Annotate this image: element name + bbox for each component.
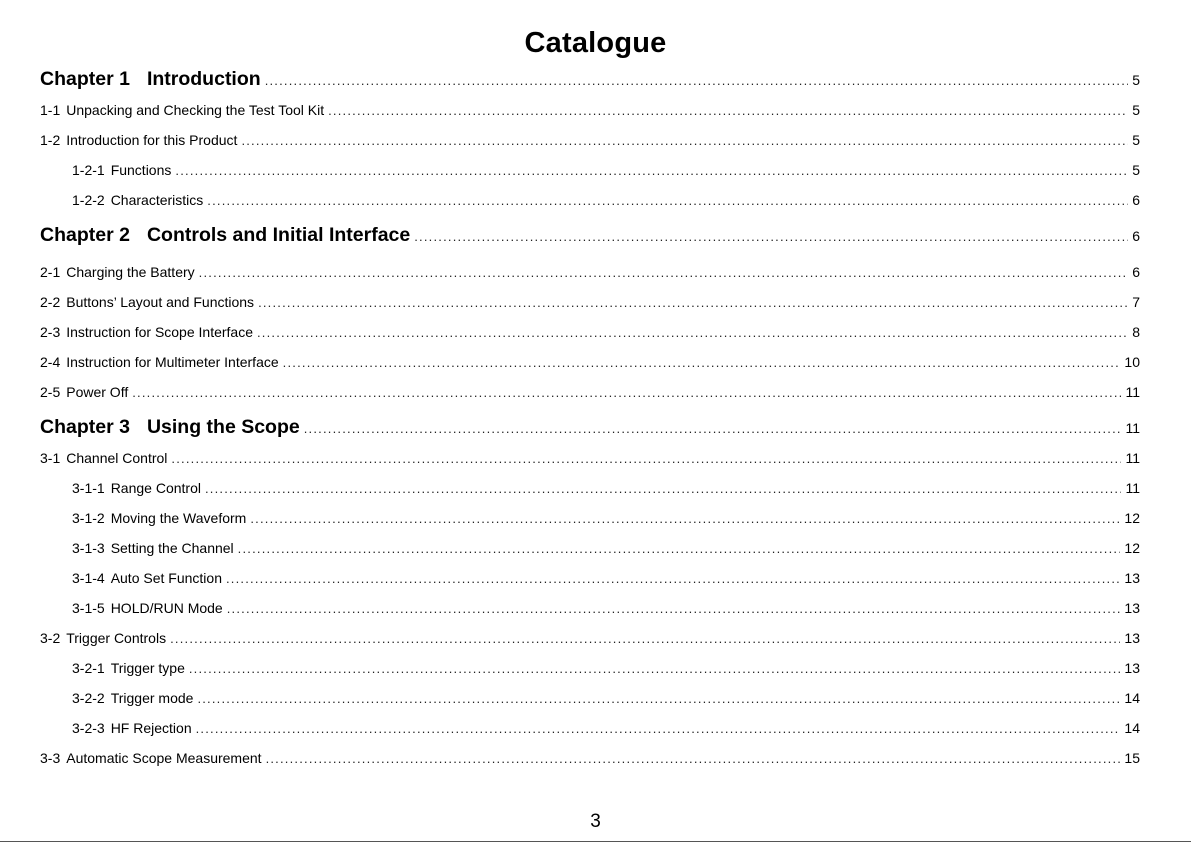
page-number: 11 — [1125, 450, 1140, 466]
toc-section-2-2[interactable] — [40, 293, 1140, 312]
dot-leader — [227, 600, 1121, 618]
dot-leader — [241, 132, 1128, 150]
toc-section-3-1[interactable] — [40, 449, 1140, 468]
toc-section-3-2[interactable] — [40, 629, 1140, 648]
page-number: 5 — [1132, 72, 1140, 88]
subsection-number: 3-1-1 — [72, 480, 105, 496]
dot-leader — [414, 225, 1128, 249]
toc-subsection-1-2-2[interactable] — [72, 191, 1140, 210]
page-number: 8 — [1132, 324, 1140, 340]
page-number: 7 — [1132, 294, 1140, 310]
toc-section-1-1[interactable] — [40, 101, 1140, 120]
subsection-title: Trigger type — [110, 660, 185, 676]
toc-subsection-3-1-5[interactable] — [72, 599, 1140, 618]
section-number: 3-1 — [40, 450, 61, 466]
dot-leader — [205, 480, 1121, 498]
subsection-title: Auto Set Function — [110, 570, 222, 586]
page-number: 12 — [1124, 510, 1140, 526]
dot-leader — [226, 570, 1120, 588]
dot-leader — [175, 162, 1128, 180]
dot-leader — [197, 690, 1120, 708]
toc-subsection-3-1-3[interactable] — [72, 539, 1140, 558]
dot-leader — [283, 354, 1121, 372]
section-title: Instruction for Multimeter Interface — [66, 354, 279, 370]
chapter-number: Chapter 1 — [40, 68, 130, 90]
page-number: 15 — [1124, 750, 1140, 766]
toc-subsection-3-2-3[interactable] — [72, 719, 1140, 738]
section-number: 3-3 — [40, 750, 61, 766]
subsection-title: Trigger mode — [110, 690, 194, 706]
dot-leader — [265, 69, 1129, 93]
page-number: 14 — [1124, 720, 1140, 736]
dot-leader — [171, 450, 1121, 468]
page-number: 5 — [1132, 102, 1140, 118]
dot-leader — [199, 264, 1129, 282]
toc-chapter-1[interactable] — [40, 67, 1140, 93]
toc-section-1-2[interactable] — [40, 131, 1140, 150]
page-number: 13 — [1124, 600, 1140, 616]
section-number: 1-1 — [40, 102, 61, 118]
subsection-title: Range Control — [110, 480, 201, 496]
toc-section-3-3[interactable] — [40, 749, 1140, 768]
chapter-number: Chapter 3 — [40, 416, 130, 438]
section-number: 2-3 — [40, 324, 61, 340]
page-number: 13 — [1124, 570, 1140, 586]
toc-section-2-4[interactable] — [40, 353, 1140, 372]
section-title: Charging the Battery — [66, 264, 195, 280]
dot-leader — [189, 660, 1121, 678]
page-number: 10 — [1124, 354, 1140, 370]
subsection-title: Setting the Channel — [110, 540, 234, 556]
dot-leader — [266, 750, 1121, 768]
section-number: 1-2 — [40, 132, 61, 148]
subsection-number: 1-2-2 — [72, 192, 105, 208]
subsection-title: Moving the Waveform — [110, 510, 247, 526]
section-title: Buttons’ Layout and Functions — [66, 294, 255, 310]
section-number: 2-4 — [40, 354, 61, 370]
section-number: 2-1 — [40, 264, 61, 280]
section-title: Power Off — [66, 384, 129, 400]
toc-chapter-3[interactable] — [40, 415, 1140, 441]
section-number: 2-5 — [40, 384, 61, 400]
toc-section-2-5[interactable] — [40, 383, 1140, 402]
subsection-title: Characteristics — [110, 192, 204, 208]
toc-subsection-3-1-2[interactable] — [72, 509, 1140, 528]
toc-subsection-3-1-4[interactable] — [72, 569, 1140, 588]
subsection-number: 3-1-3 — [72, 540, 105, 556]
subsection-number: 3-1-4 — [72, 570, 105, 586]
toc-chapter-2[interactable] — [40, 223, 1140, 249]
dot-leader — [132, 384, 1121, 402]
dot-leader — [304, 417, 1122, 441]
page-number: 6 — [1132, 264, 1140, 280]
subsection-number: 3-1-2 — [72, 510, 105, 526]
section-number: 3-2 — [40, 630, 61, 646]
section-title: Introduction for this Product — [66, 132, 238, 148]
dot-leader — [196, 720, 1121, 738]
section-number: 2-2 — [40, 294, 61, 310]
toc-section-2-1[interactable] — [40, 263, 1140, 282]
page-number: 5 — [1132, 132, 1140, 148]
page-number: 12 — [1124, 540, 1140, 556]
chapter-title: Controls and Initial Interface — [146, 224, 411, 246]
page-title: Catalogue — [524, 27, 667, 59]
toc-subsection-3-1-1[interactable] — [72, 479, 1140, 498]
toc-subsection-3-2-1[interactable] — [72, 659, 1140, 678]
section-title: Automatic Scope Measurement — [66, 750, 262, 766]
subsection-title: Functions — [110, 162, 172, 178]
dot-leader — [250, 510, 1120, 528]
page-number: 11 — [1125, 480, 1140, 496]
page-number: 6 — [1132, 192, 1140, 208]
subsection-title: HF Rejection — [110, 720, 192, 736]
subsection-number: 1-2-1 — [72, 162, 105, 178]
section-title: Trigger Controls — [66, 630, 167, 646]
page-number: 11 — [1125, 384, 1140, 400]
dot-leader — [170, 630, 1120, 648]
dot-leader — [238, 540, 1121, 558]
subsection-number: 3-2-1 — [72, 660, 105, 676]
bottom-divider — [0, 841, 1191, 842]
toc-subsection-3-2-2[interactable] — [72, 689, 1140, 708]
page-number: 6 — [1132, 228, 1140, 244]
chapter-title: Introduction — [146, 68, 261, 90]
subsection-number: 3-1-5 — [72, 600, 105, 616]
subsection-number: 3-2-3 — [72, 720, 105, 736]
section-title: Channel Control — [66, 450, 168, 466]
page-number: 13 — [1124, 660, 1140, 676]
footer-page-number: 3 — [590, 811, 601, 832]
chapter-title: Using the Scope — [146, 416, 300, 438]
toc-subsection-1-2-1[interactable] — [72, 161, 1140, 180]
section-title: Instruction for Scope Interface — [66, 324, 253, 340]
dot-leader — [328, 102, 1128, 120]
subsection-number: 3-2-2 — [72, 690, 105, 706]
page-number: 11 — [1125, 420, 1140, 436]
page-number: 13 — [1124, 630, 1140, 646]
dot-leader — [207, 192, 1128, 210]
page-number: 5 — [1132, 162, 1140, 178]
page-number: 14 — [1124, 690, 1140, 706]
toc-section-2-3[interactable] — [40, 323, 1140, 342]
subsection-title: HOLD/RUN Mode — [110, 600, 223, 616]
dot-leader — [258, 294, 1128, 312]
chapter-number: Chapter 2 — [40, 224, 130, 246]
section-title: Unpacking and Checking the Test Tool Kit — [66, 102, 325, 118]
dot-leader — [257, 324, 1128, 342]
